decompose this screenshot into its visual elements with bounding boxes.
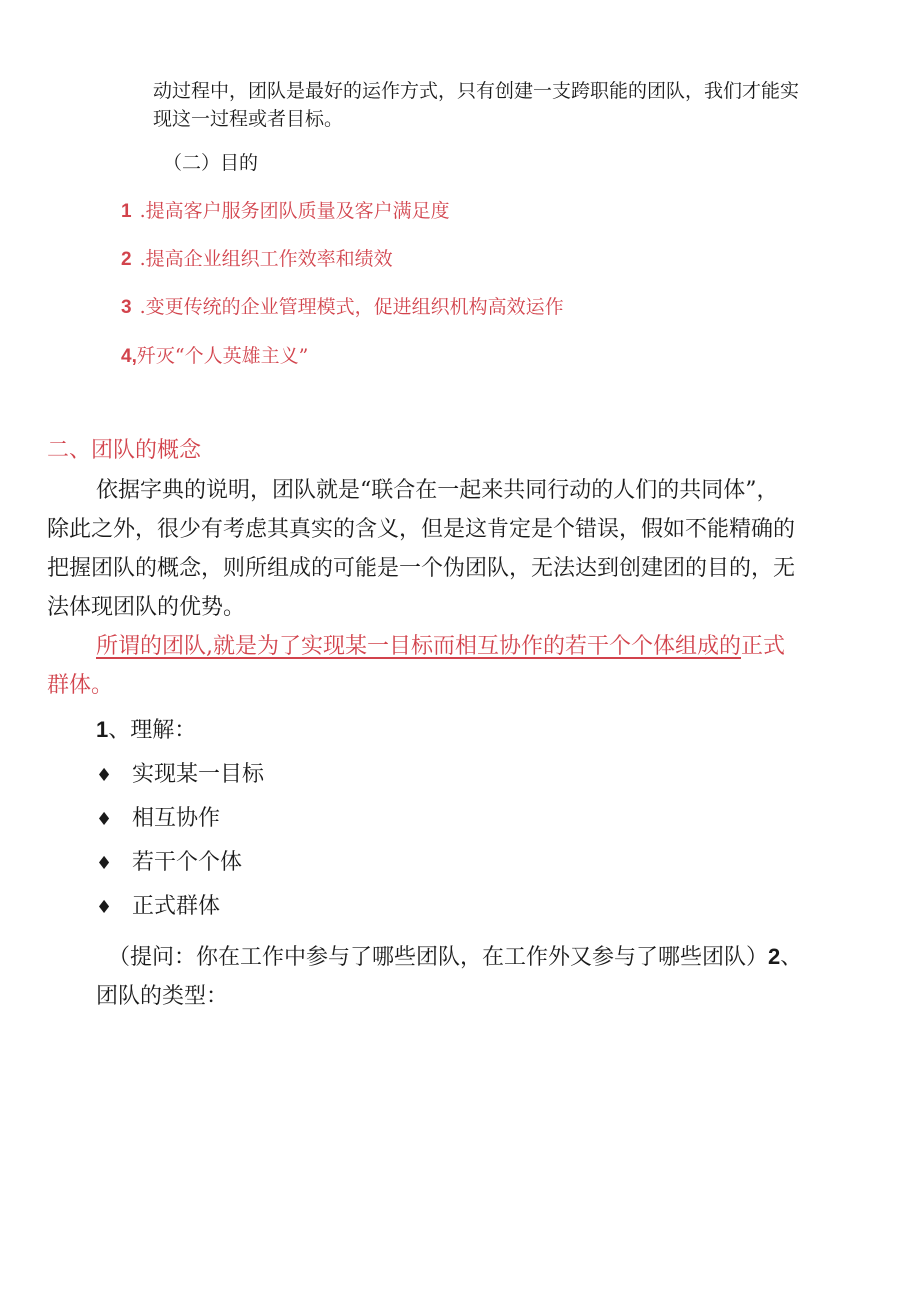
question-line-1 (108, 940, 802, 971)
purpose-item (121, 196, 450, 223)
concept-heading: 二、团队的概念 (47, 438, 202, 463)
purpose-item-number: 4, (121, 346, 137, 367)
understanding-heading (96, 713, 196, 744)
purpose-item-number: 2 (121, 249, 132, 270)
concept-paragraph-line: 把握团队的概念，则所组成的可能是一个伪团队，无法达到创建团的目的，无 (47, 556, 796, 581)
bullet-item-text: 实现某一目标 (132, 762, 265, 787)
diamond-bullet-icon: ♦ (96, 765, 113, 786)
definition-line-1 (96, 629, 785, 660)
purpose-item (121, 292, 564, 319)
purpose-item-text: 歼灭“个人英雄主义” (136, 345, 309, 367)
bullet-item (96, 845, 242, 876)
understanding-number: 1 (96, 717, 109, 742)
purpose-item-text: .提高企业组织工作效率和绩效 (139, 248, 393, 270)
bullet-item-text: 正式群体 (132, 894, 221, 919)
diamond-bullet-icon: ♦ (96, 809, 113, 830)
intro-line-1: 动过程中，团队是最好的运作方式，只有创建一支跨职能的团队，我们才能实 (153, 80, 800, 102)
bullet-item (96, 757, 264, 788)
purpose-item-text: .提高客户服务团队质量及客户满足度 (139, 200, 450, 222)
bullet-item (96, 889, 220, 920)
team-types-heading: 团队的类型： (96, 984, 229, 1009)
bullet-item-text: 相互协作 (132, 806, 221, 831)
understanding-label: 、理解： (108, 718, 197, 743)
purpose-item-number: 3 (121, 297, 132, 318)
purpose-item (121, 244, 393, 271)
purpose-item (121, 341, 308, 368)
bullet-item-text: 若干个个体 (132, 850, 243, 875)
purpose-item-number: 1 (121, 201, 132, 222)
intro-line-2: 现这一过程或者目标。 (153, 108, 344, 130)
question-next-number: 2 (768, 944, 781, 969)
concept-paragraph-line: 依据字典的说明，团队就是“联合在一起来共同行动的人们的共同体”， (96, 478, 779, 503)
bullet-item (96, 801, 220, 832)
concept-paragraph-line: 除此之外，很少有考虑其真实的含义，但是这肯定是个错误，假如不能精确的 (47, 517, 796, 542)
purpose-heading: （二）目的 (163, 152, 259, 174)
question-text: （提问：你在工作中参与了哪些团队，在工作外又参与了哪些团队） (108, 945, 769, 970)
diamond-bullet-icon: ♦ (96, 897, 113, 918)
question-suffix: 、 (780, 945, 803, 970)
diamond-bullet-icon: ♦ (96, 853, 113, 874)
concept-paragraph-line: 法体现团队的优势。 (47, 595, 246, 620)
definition-tail: 正式 (741, 634, 786, 659)
definition-underlined: 所谓的团队,就是为了实现某一目标而相互协作的若干个个体组成的 (96, 634, 741, 659)
purpose-item-text: .变更传统的企业管理模式，促进组织机构高效运作 (139, 296, 564, 318)
definition-line-2: 群体。 (47, 673, 114, 698)
